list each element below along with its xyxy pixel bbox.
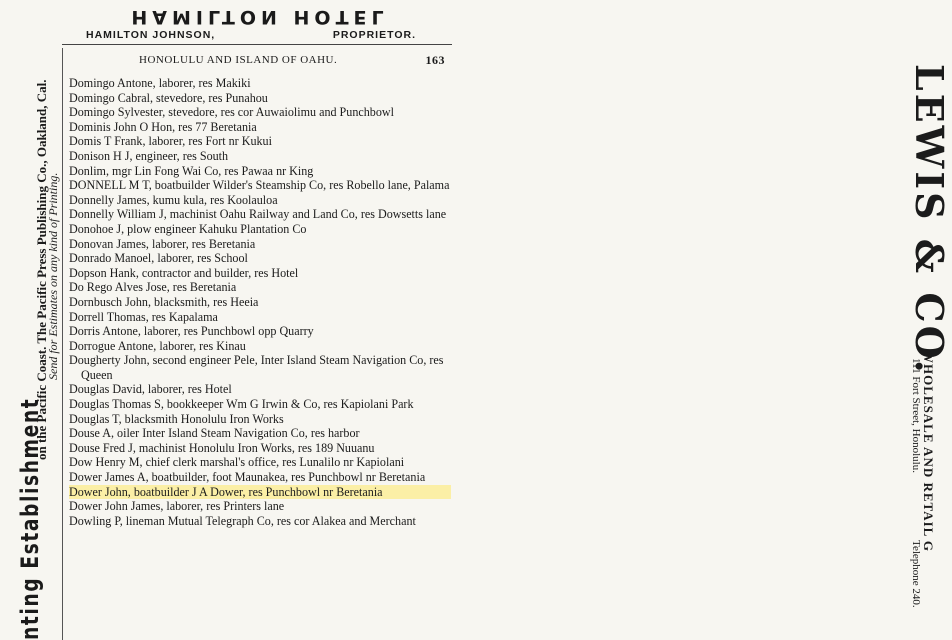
- directory-entry: Douse A, oiler Inter Island Steam Navigation Co, res harbor: [69, 426, 360, 441]
- hotel-name-mirrored: HAMILTON HOTEL: [131, 6, 389, 28]
- right-ad-address: 111 Fort Street, Honolulu.: [910, 358, 922, 473]
- right-margin-advertisement: [452, 0, 952, 640]
- directory-entry: Donlim, mgr Lin Fong Wai Co, res Pawaa nr King: [69, 163, 314, 178]
- directory-page: [62, 48, 455, 640]
- directory-entry: Domingo Sylvester, stevedore, res cor Auwaiolimu and Punchbowl: [69, 105, 394, 120]
- directory-entry: Domingo Antone, laborer, res Makiki: [69, 76, 251, 90]
- directory-entry: Dougherty John, second engineer Pele, Inter Island Steam Navigation Co, res Queen: [69, 353, 444, 382]
- directory-entry: Dopson Hank, contractor and builder, res Hotel: [69, 265, 299, 280]
- directory-entry: Donovan James, laborer, res Beretania: [69, 236, 256, 251]
- page-number: 163: [425, 53, 445, 67]
- right-ad-headline: LEWIS & CO.: [907, 64, 952, 376]
- highlighted-directory-entry: Dower John, boatbuilder J A Dower, res Punchbowl nr Beretania: [69, 485, 451, 500]
- directory-entry: Dower John James, laborer, res Printers lane: [69, 499, 285, 514]
- directory-entry: Donnelly James, kumu kula, res Koolauloa: [69, 192, 278, 207]
- directory-entry: Dowling P, lineman Mutual Telegraph Co, res cor Alakea and Merchant: [69, 513, 416, 528]
- directory-entry: Douglas David, laborer, res Hotel: [69, 382, 232, 397]
- directory-entry: Dorrell Thomas, res Kapalama: [69, 309, 218, 324]
- directory-entry: Dorris Antone, laborer, res Punchbowl opp Quarry: [69, 324, 314, 339]
- directory-entry: Dorrogue Antone, laborer, res Kinau: [69, 338, 246, 353]
- proprietor-title: PROPRIETOR.: [332, 29, 416, 41]
- directory-entry: Douglas Thomas S, bookkeeper Wm G Irwin & Co, res Kapiolani Park: [69, 397, 414, 412]
- running-head-title: HONOLULU AND ISLAND OF OAHU.: [139, 54, 338, 66]
- right-ad-telephone: Telephone 240.: [910, 540, 922, 608]
- left-ad-headline: nting Establishment: [16, 397, 44, 640]
- directory-entry: Douse Fred J, machinist Honolulu Iron Works, res 189 Nuuanu: [69, 440, 375, 455]
- directory-entry: Dower James A, boatbuilder, foot Maunakea, res Punchbowl nr Beretania: [69, 470, 426, 485]
- directory-entry: Dominis John O Hon, res 77 Beretania: [69, 119, 257, 134]
- directory-entry: Donrado Manoel, laborer, res School: [69, 251, 248, 266]
- proprietor-name: HAMILTON JOHNSON,: [86, 29, 216, 41]
- directory-entry: Do Rego Alves Jose, res Beretania: [69, 280, 237, 295]
- right-ad-line-1: WHOLESALE AND RETAIL G: [921, 350, 936, 553]
- directory-entry: Donison H J, engineer, res South: [69, 148, 229, 163]
- directory-entry: Domingo Cabral, stevedore, res Punahou: [69, 90, 268, 105]
- directory-entry: Donohoe J, plow engineer Kahuku Plantation Co: [69, 221, 307, 236]
- directory-entries: [69, 76, 451, 528]
- running-head: [63, 52, 453, 70]
- directory-entry: Domis T Frank, laborer, res Fort nr Kukui: [69, 134, 272, 149]
- left-ad-line-1: on the Pacific Coast. The Pacific Press Publishing Co., Oakland, Cal.: [34, 79, 49, 460]
- directory-entry: Dow Henry M, chief clerk marshal's office, res Lunalilo nr Kapiolani: [69, 455, 405, 470]
- directory-entry: Dornbusch John, blacksmith, res Heeia: [69, 294, 259, 309]
- directory-entry: DONNELL M T, boatbuilder Wilder's Steamship Co, res Robello lane, Palama: [69, 178, 450, 193]
- left-ad-line-2: Send for Estimates on any kind of Printing.: [46, 172, 60, 380]
- banner-divider: [62, 44, 452, 45]
- directory-entry: Douglas T, blacksmith Honolulu Iron Works: [69, 411, 284, 426]
- left-margin-advertisement: [0, 0, 60, 640]
- directory-entry: Donnelly William J, machinist Oahu Railway and Land Co, res Dowsetts lane: [69, 207, 447, 222]
- proprietor-line: [86, 29, 416, 41]
- hotel-advertisement-banner: [0, 0, 518, 46]
